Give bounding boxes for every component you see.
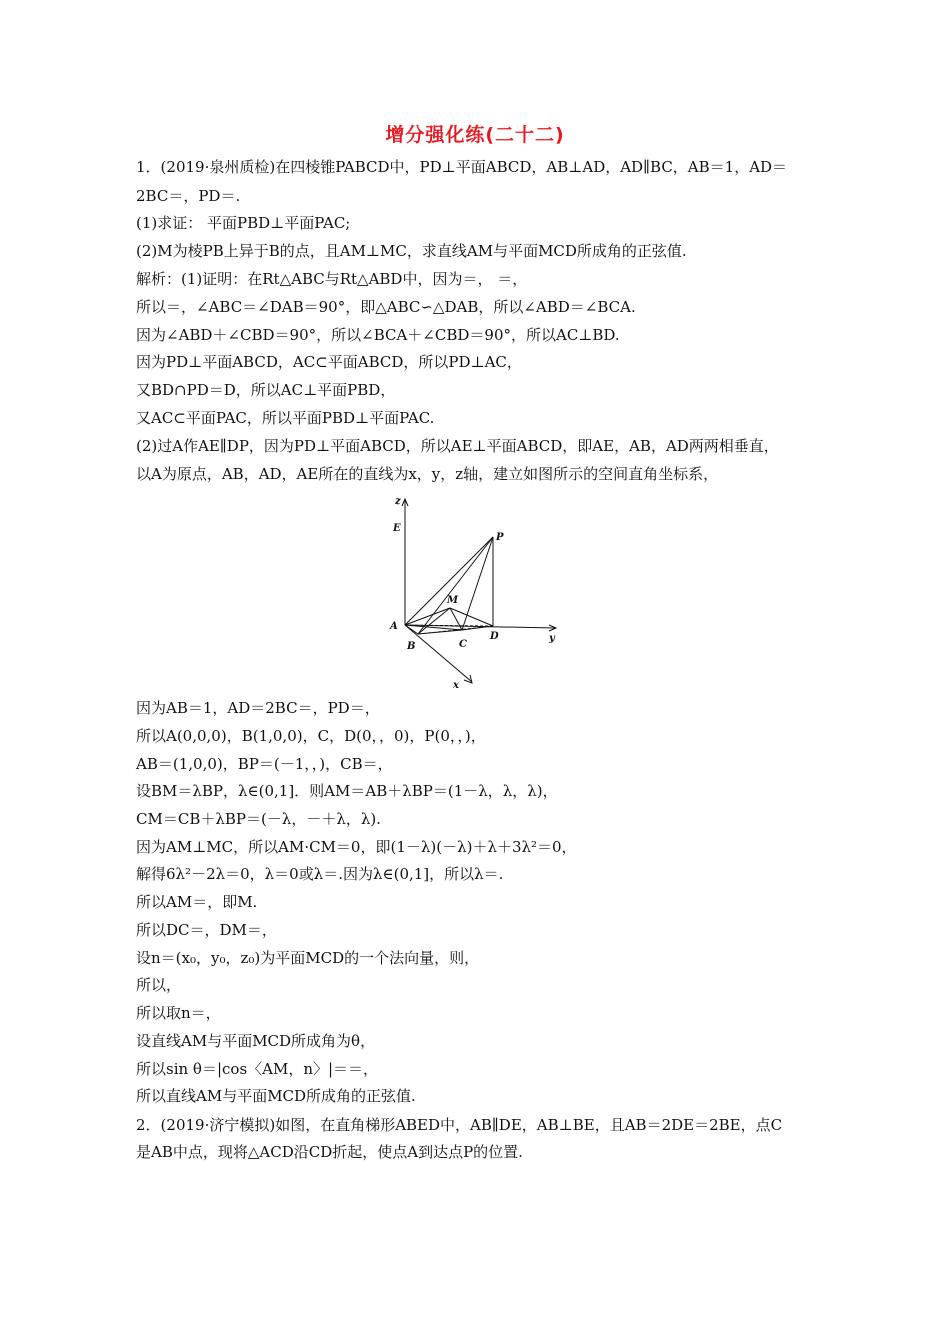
edge-bm xyxy=(418,608,450,634)
text-line: 是AB中点，现将△ACD沿CD折起，使点A到达点P的位置. xyxy=(136,1143,523,1161)
label-b: B xyxy=(407,641,416,652)
text-line: 所以， xyxy=(136,976,182,994)
label-a: A xyxy=(390,621,398,632)
label-z: z xyxy=(395,496,401,507)
label-p: P xyxy=(496,532,504,543)
edge-cp xyxy=(462,537,493,630)
text-line: 因为∠ABD＋∠CBD＝90°，所以∠BCA＋∠CBD＝90°，所以AC⊥BD. xyxy=(136,326,620,344)
text-line: CM＝CB＋λBP＝(－λ，－＋λ，λ). xyxy=(136,810,381,828)
text-line: AB＝(1,0,0)，BP＝(－1，，)，CB＝， xyxy=(136,755,393,773)
coordinate-diagram xyxy=(385,490,565,690)
text-line: 设n＝(x₀，y₀，z₀)为平面MCD的一个法向量，则， xyxy=(136,949,480,967)
text-line: 所以＝，∠ABC＝∠DAB＝90°，即△ABC∽△DAB，所以∠ABD＝∠BCA. xyxy=(136,298,636,316)
text-line: 因为AB＝1，AD＝2BC＝，PD＝， xyxy=(136,699,380,717)
text-line: 因为AM⊥MC，所以AM·CM＝0，即(1－λ)(－λ)＋λ＋3λ²＝0， xyxy=(136,838,577,856)
text-line: 所以AM＝，即M. xyxy=(136,893,258,911)
text-line: 设直线AM与平面MCD所成角为θ， xyxy=(136,1032,376,1050)
text-line: 所以A(0,0,0)，B(1,0,0)，C，D(0，，0)，P(0，，)， xyxy=(136,727,486,745)
edge-bp xyxy=(418,537,493,634)
label-c: C xyxy=(459,639,467,650)
label-y: y xyxy=(549,633,555,644)
text-line: 设BM＝λBP，λ∈(0,1]．则AM＝AB＋λBP＝(1－λ，λ，λ)， xyxy=(136,782,558,800)
label-e: E xyxy=(393,523,401,534)
text-line: (2)过A作AE∥DP，因为PD⊥平面ABCD，所以AE⊥平面ABCD，即AE，AB，AD两两相垂直， xyxy=(136,437,779,455)
label-x: x xyxy=(453,680,459,690)
text-line: 所以直线AM与平面MCD所成角的正弦值. xyxy=(136,1087,416,1105)
label-d: D xyxy=(490,631,499,642)
text-line: 2BC＝，PD＝. xyxy=(136,187,241,205)
edge-ap xyxy=(405,537,493,625)
text-line: 又BD∩PD＝D，所以AC⊥平面PBD， xyxy=(136,381,396,399)
text-line: 所以DC＝，DM＝， xyxy=(136,921,277,939)
text-line: 2．(2019·济宁模拟)如图，在直角梯形ABED中，AB∥DE，AB⊥BE，且AB＝2DE＝2BE，点C xyxy=(136,1116,783,1134)
edge-md xyxy=(450,608,493,626)
text-line: 1．(2019·泉州质检)在四棱锥PABCD中，PD⊥平面ABCD，AB⊥AD，AD∥BC，AB＝1，AD＝ xyxy=(136,158,788,176)
text-line: (1)求证： 平面PBD⊥平面PAC; xyxy=(136,214,351,232)
text-line: 又AC⊂平面PAC，所以平面PBD⊥平面PAC. xyxy=(136,409,435,427)
text-line: 以A为原点，AB，AD，AE所在的直线为x，y，z轴，建立如图所示的空间直角坐标系， xyxy=(136,465,719,483)
page-title: 增分强化练(二十二) xyxy=(385,124,565,146)
text-line: 所以sin θ＝|cos〈AM，n〉|＝＝， xyxy=(136,1060,379,1078)
text-line: 解得6λ²－2λ＝0，λ＝0或λ＝.因为λ∈(0,1]，所以λ＝. xyxy=(136,865,504,883)
x-axis xyxy=(405,625,472,682)
text-line: (2)M为棱PB上异于B的点，且AM⊥MC，求直线AM与平面MCD所成角的正弦值. xyxy=(136,242,687,260)
text-line: 解析：(1)证明：在Rt△ABC与Rt△ABD中，因为＝， ＝， xyxy=(136,270,528,288)
edge-mc xyxy=(450,608,462,630)
text-line: 因为PD⊥平面ABCD，AC⊂平面ABCD，所以PD⊥AC， xyxy=(136,353,522,371)
text-line: 所以取n＝， xyxy=(136,1004,221,1022)
label-m: M xyxy=(447,595,459,606)
